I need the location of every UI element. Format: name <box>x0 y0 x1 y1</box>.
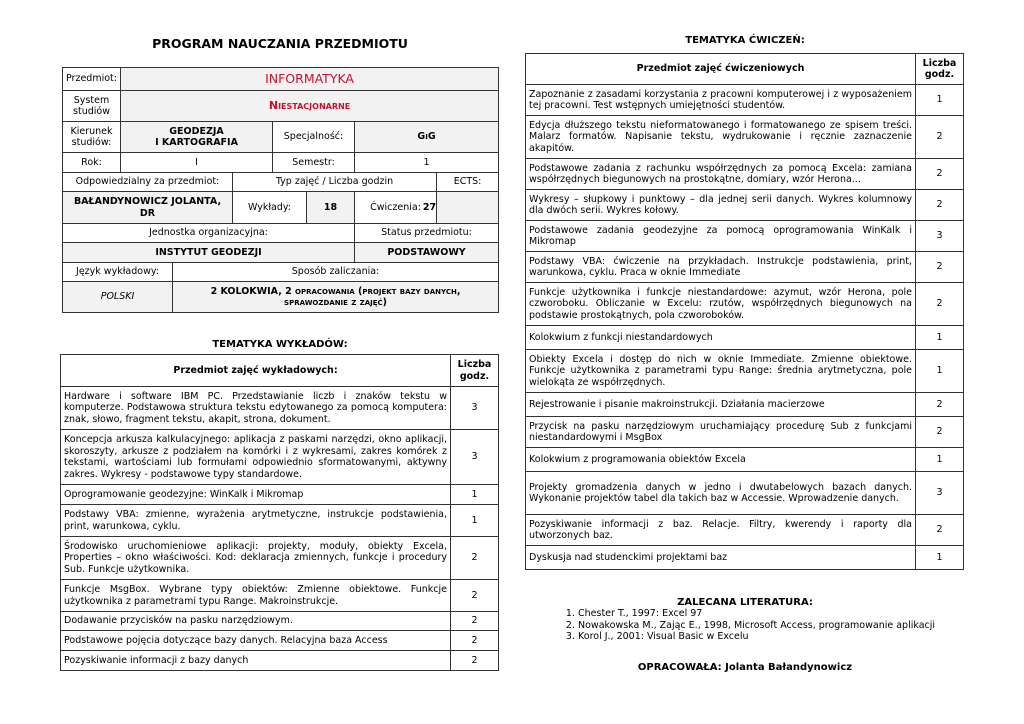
exercises-topic: Podstawowe zadania z rachunku współrzędnych za pomocą Excela: zamiana współrzędnych biegunowych na prostokątne, domiary, wzór Herona... <box>526 159 916 190</box>
lectures-topic: Koncepcja arkusza kalkulacyjnego: aplikacja z paskami narzędzi, okno aplikacji, skoroszyty, arkusze z podziałem na komórki i z wykresami, zakres komórek z tekstami, wartościami lub formułami odpowiednio sformatowanymi, aktywny zakres. Wykresy - podstawowe typy standardowe. <box>61 430 451 485</box>
lectures-hours: 3 <box>451 430 499 485</box>
lectures-row <box>61 485 499 505</box>
literature-list <box>548 608 935 643</box>
exercises-topic: Przycisk na pasku narzędziowym uruchamiający procedurę Sub z funkcjami niestandardowymi i MsgBox <box>526 417 916 448</box>
lectures-row <box>61 580 499 612</box>
field-label: Kierunek studiów: <box>63 122 121 153</box>
exercises-row <box>526 546 964 570</box>
exercises-hours: 2 <box>916 190 964 221</box>
exercises-topic: Projekty gromadzenia danych w jedno i dwutabelowych bazach danych. Wykonanie projektów tabel dla takich baz w Accessie. Wprowadzenie danych. <box>526 472 916 515</box>
literature-item: 2. Nowakowska M., Zając E., 1998, Microsoft Access, programowanie aplikacji <box>578 620 935 632</box>
exercises-topic: Zapoznanie z zasadami korzystania z pracowni komputerowej i z wyposażeniem tej pracowni. Test wstępnych umiejętności studentów. <box>526 85 916 116</box>
exercises-label: Ćwiczenia: <box>355 192 437 224</box>
lectures-row <box>61 631 499 651</box>
system-label: System studiów <box>63 91 121 122</box>
exercises-hours: 27 <box>422 201 437 213</box>
exercises-col-hours: Liczba godz. <box>916 54 964 85</box>
unit-value: INSTYTUT GEODEZJI <box>63 243 355 263</box>
exercises-col-subject: Przedmiot zajęć ćwiczeniowych <box>526 54 916 85</box>
exercises-topic: Pozyskiwanie informacji z baz. Relacje. Filtry, kwerendy i raporty dla utworzonych baz. <box>526 515 916 546</box>
semester-label: Semestr: <box>273 153 355 173</box>
responsible-value: BAŁANDYNOWICZ JOLANTA, DR <box>63 192 233 224</box>
lectures-row <box>61 505 499 537</box>
exercises-row <box>526 252 964 283</box>
exercises-hours: 2 <box>916 393 964 417</box>
exercises-topic: Rejestrowanie i pisanie makroinstrukcji. Działania macierzowe <box>526 393 916 417</box>
exercises-topic: Kolokwium z programowania obiektów Excela <box>526 448 916 472</box>
lectures-row <box>61 612 499 631</box>
exercises-topic: Edycja dłuższego tekstu nieformatowanego i formatowanego ze spisem treści. Malarz formatów. Napisanie tekstu, wydrukowanie i ręcznie zaznaczenie akapitów. <box>526 116 916 159</box>
lectures-heading: TEMATYKA WYKŁADÓW: <box>212 339 348 350</box>
exercises-row <box>526 283 964 326</box>
lectures-topic: Hardware i software IBM PC. Przedstawianie liczb i znaków tekstu w komputerze. Podstawowa struktura tekstu edytowanego za pomocą komputera: znak, słowo, fragment tekstu, akapit, strona, dokument. <box>61 387 451 430</box>
lectures-hours: 3 <box>451 387 499 430</box>
exercises-hours: 1 <box>916 326 964 350</box>
exercises-hours: 1 <box>916 546 964 570</box>
class-type-label: Typ zajęć / Liczba godzin <box>233 173 437 192</box>
exercises-row <box>526 190 964 221</box>
lectures-label: Wykłady: <box>233 192 307 224</box>
responsible-label: Odpowiedzialny za przedmiot: <box>63 173 233 192</box>
lectures-topic: Podstawy VBA: zmienne, wyrażenia arytmetyczne, instrukcje podstawienia, print, warunkowa, cyklu. <box>61 505 451 537</box>
exercises-hours: 2 <box>916 417 964 448</box>
specialty-label: Specjalność: <box>273 122 355 153</box>
status-label: Status przedmiotu: <box>355 224 499 243</box>
exercises-hours: 2 <box>916 283 964 326</box>
exercises-topic: Dyskusja nad studenckimi projektami baz <box>526 546 916 570</box>
system-value: Niestacjonarne <box>121 91 499 122</box>
exercises-row <box>526 350 964 393</box>
lectures-topic: Pozyskiwanie informacji z bazy danych <box>61 651 451 671</box>
ects-label: ECTS: <box>437 173 499 192</box>
lectures-row <box>61 537 499 580</box>
exercises-row <box>526 221 964 252</box>
exercises-hours: 2 <box>916 159 964 190</box>
exercises-row <box>526 159 964 190</box>
status-value: PODSTAWOWY <box>355 243 499 263</box>
semester-value: 1 <box>355 153 499 173</box>
subject-value: INFORMATYKA <box>121 68 499 91</box>
lectures-hours: 2 <box>451 651 499 671</box>
exercises-hours: 2 <box>916 116 964 159</box>
lectures-hours: 2 <box>451 580 499 612</box>
language-label: Język wykładowy: <box>63 263 173 282</box>
page-title: PROGRAM NAUCZANIA PRZEDMIOTU <box>152 36 408 51</box>
lectures-row <box>61 387 499 430</box>
subject-label: Przedmiot: <box>63 68 121 91</box>
lectures-col-subject: Przedmiot zajęć wykładowych: <box>61 355 451 387</box>
author-signature: OPRACOWAŁA: Jolanta Bałandynowicz <box>637 662 853 673</box>
unit-label: Jednostka organizacyjna: <box>63 224 355 243</box>
lectures-hours: 18 <box>307 192 355 224</box>
lectures-col-hours: Liczba godz. <box>451 355 499 387</box>
assessment-value: 2 KOLOKWIA, 2 opracowania (projekt bazy danych, sprawozdanie z zajęć) <box>173 282 499 313</box>
exercises-topic: Funkcje użytkownika i funkcje niestandardowe: azymut, wzór Herona, pole czworoboku. Obliczanie w Excelu: rzutów, współrzędnych biegunowych na podstawie prostokątnych, pola czworoboków. <box>526 283 916 326</box>
exercises-topic: Podstawowe zadania geodezyjne za pomocą oprogramowania WinKalk i Mikromap <box>526 221 916 252</box>
exercises-table <box>525 53 964 570</box>
language-value: POLSKI <box>63 282 173 313</box>
lectures-topic: Oprogramowanie geodezyjne: WinKalk i Mikromap <box>61 485 451 505</box>
lectures-topic: Dodawanie przycisków na pasku narzędziowym. <box>61 612 451 631</box>
exercises-row <box>526 515 964 546</box>
course-info-table <box>62 67 499 313</box>
lectures-table <box>60 354 499 671</box>
exercises-topic: Kolokwium z funkcji niestandardowych <box>526 326 916 350</box>
field-value: GEODEZJA I KARTOGRAFIA <box>121 122 273 153</box>
exercises-hours: 2 <box>916 252 964 283</box>
exercises-hours: 3 <box>916 221 964 252</box>
exercises-heading: TEMATYKA ĆWICZEŃ: <box>685 35 805 46</box>
exercises-row <box>526 116 964 159</box>
lectures-hours: 2 <box>451 612 499 631</box>
lectures-hours: 1 <box>451 505 499 537</box>
exercises-row <box>526 448 964 472</box>
exercises-row <box>526 472 964 515</box>
exercises-topic: Podstawy VBA: ćwiczenie na przykładach. Instrukcje podstawienia, print, warunkowa, cyklu. Praca w oknie Immediate <box>526 252 916 283</box>
exercises-row <box>526 417 964 448</box>
exercises-hours: 1 <box>916 448 964 472</box>
exercises-row <box>526 326 964 350</box>
literature-item: 3. Korol J., 2001: Visual Basic w Excelu <box>578 631 935 643</box>
lectures-topic: Funkcje MsgBox. Wybrane typy obiektów: Zmienne obiektowe. Funkcje użytkownika z parametrami typu Range. Makroinstrukcje. <box>61 580 451 612</box>
specialty-value: GiG <box>355 122 499 153</box>
lectures-topic: Środowisko uruchomieniowe aplikacji: projekty, moduły, obiekty Excela, Properties – okno właściwości. Kod: deklaracja zmiennych, funkcje i procedury Sub. Funkcje użytkownika. <box>61 537 451 580</box>
exercises-row <box>526 85 964 116</box>
lectures-hours: 2 <box>451 537 499 580</box>
exercises-topic: Wykresy – słupkowy i punktowy – dla jednej serii danych. Wykres kolumnowy dla dwóch serii. Wykres kołowy. <box>526 190 916 221</box>
lectures-hours: 2 <box>451 631 499 651</box>
lectures-row <box>61 651 499 671</box>
exercises-row <box>526 393 964 417</box>
assessment-label: Sposób zaliczania: <box>173 263 499 282</box>
lectures-topic: Podstawowe pojęcia dotyczące bazy danych. Relacyjna baza Access <box>61 631 451 651</box>
ects-value <box>422 192 499 224</box>
year-label: Rok: <box>63 153 121 173</box>
exercises-hours: 2 <box>916 515 964 546</box>
exercises-hours: 3 <box>916 472 964 515</box>
year-value: I <box>121 153 273 173</box>
exercises-hours: 1 <box>916 85 964 116</box>
exercises-topic: Obiekty Excela i dostęp do nich w oknie Immediate. Zmienne obiektowe. Funkcje użytkownika z parametrami typu Range: średnia arytmetyczna, pole wielokąta ze współrzędnych. <box>526 350 916 393</box>
literature-heading: ZALECANA LITERATURA: <box>677 597 813 608</box>
lectures-row <box>61 430 499 485</box>
exercises-hours: 1 <box>916 350 964 393</box>
lectures-hours: 1 <box>451 485 499 505</box>
literature-item: 1. Chester T., 1997: Excel 97 <box>578 608 935 620</box>
